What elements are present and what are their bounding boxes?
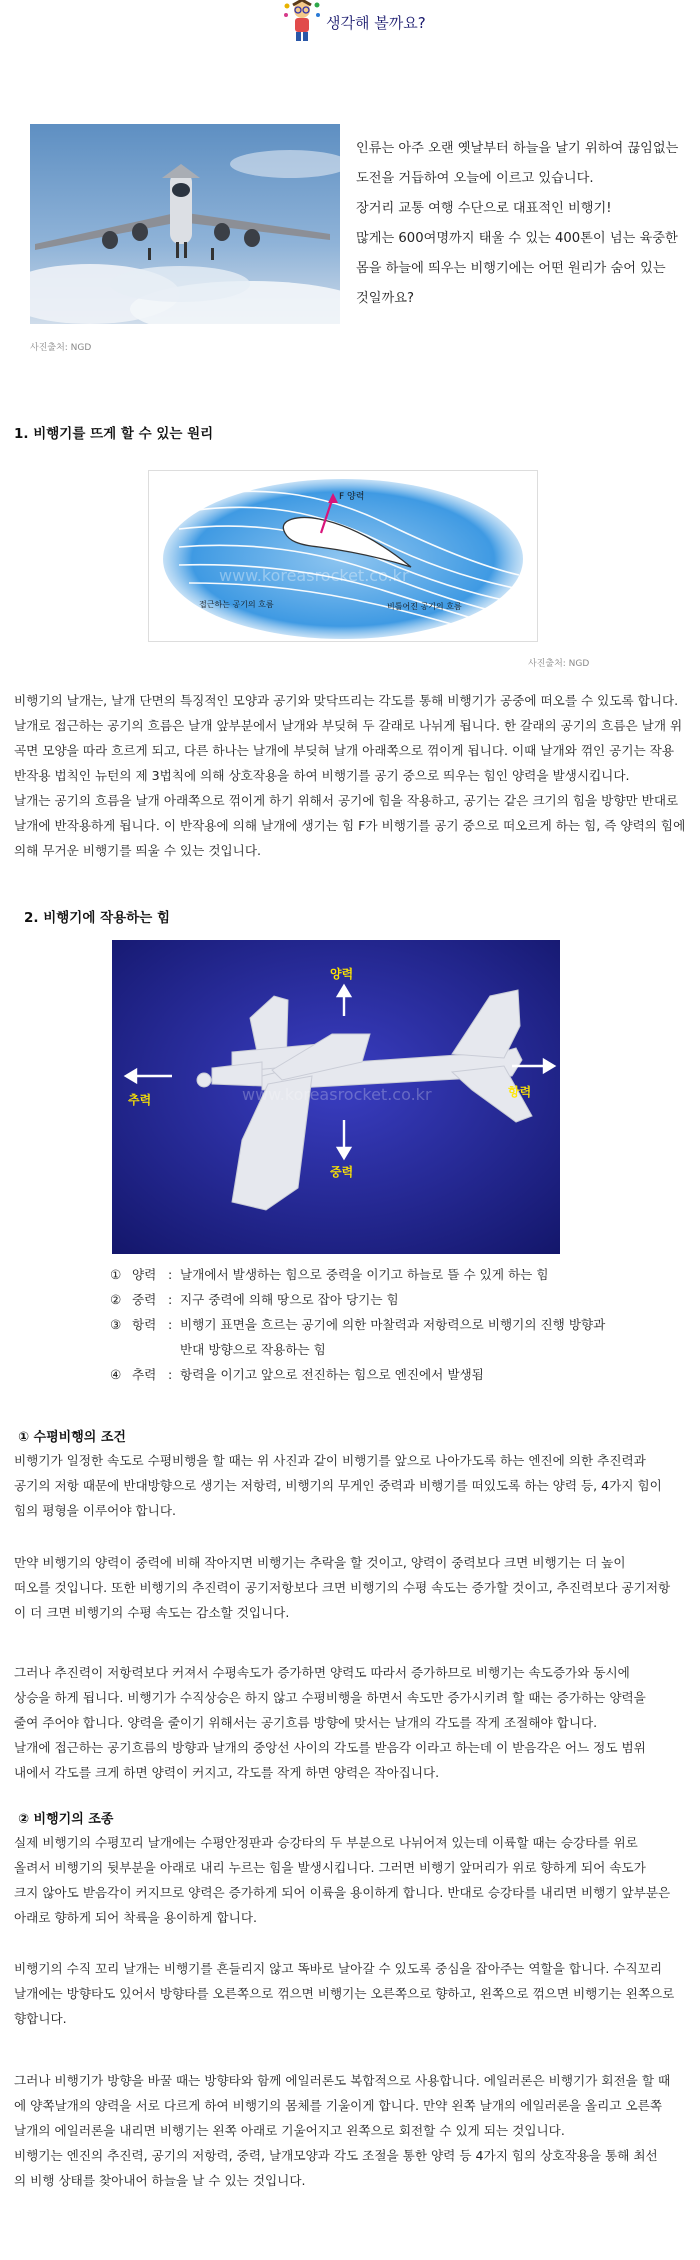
sub2-paragraph-2 xyxy=(14,1956,688,2031)
text-line: 공기의 저항 때문에 반대방향으로 생기는 저항력, 비행기의 무게인 중력과 비행기를 떠있도록 하는 양력 등, 4가지 힘이 xyxy=(14,1478,662,1493)
intro-line: 인류는 아주 오랜 옛날부터 하늘을 날기 위하여 끊임없는 xyxy=(356,141,679,156)
force-name: 중력 xyxy=(132,1292,157,1307)
text-line: 줄여 주어야 합니다. 양력을 줄이기 위해서는 공기흐름 방향에 맞서는 날개의 각도를 작게 조절해야 합니다. xyxy=(14,1715,598,1730)
text-line: 비행기가 일정한 속도로 수평비행을 할 때는 위 사진과 같이 비행기를 앞으로 나아가도록 하는 엔진에 의한 추진력과 xyxy=(14,1453,646,1468)
text-line: 날개에 반작용하게 됩니다. 이 반작용에 의해 날개에 생기는 힘 F가 비행기를 공기 중으로 떠오르게 하는 힘, 즉 양력의 힘에 xyxy=(14,818,686,833)
text-line: 그러나 비행기가 방향을 바꿀 때는 방향타와 함께 에일러론도 복합적으로 사용합니다. 에일러론은 비행기가 회전을 할 때 xyxy=(14,2073,671,2088)
airfoil-diagram xyxy=(148,470,538,642)
list-item: ② 중력 : 지구 중력에 의해 땅으로 잡아 당기는 힘 xyxy=(110,1287,650,1312)
photo-label-gravity: 중력 xyxy=(330,1165,354,1179)
sub1-paragraph-2 xyxy=(14,1550,688,1625)
intro-line: 몸을 하늘에 띄우는 비행기에는 어떤 원리가 숨어 있는 xyxy=(356,261,666,276)
diagram-watermark: www.koreasrocket.co.kr xyxy=(219,566,409,585)
mascot-icon xyxy=(282,0,322,44)
section1-body xyxy=(14,688,688,863)
intro-line: 많게는 600여명까지 태울 수 있는 400톤이 넘는 육중한 xyxy=(356,231,678,246)
photo-label-thrust: 항력 xyxy=(508,1085,532,1099)
list-number: ① xyxy=(110,1267,122,1282)
list-item: ④ 추력 : 항력을 이기고 앞으로 전진하는 힘으로 엔진에서 발생됨 xyxy=(110,1362,650,1387)
diagram-label-out: 비틀어진 공기의 흐름 xyxy=(387,602,462,611)
text-line: 날개로 접근하는 공기의 흐름은 날개 앞부분에서 날개와 부딪혀 두 갈래로 나뉘게 됩니다. 한 갈래의 공기의 흐름은 날개 위 xyxy=(14,718,683,733)
sub1-heading: ① 수평비행의 조건 xyxy=(18,1430,126,1445)
sub2-paragraph-1 xyxy=(14,1830,688,1930)
text-line: 그러나 추진력이 저항력보다 커져서 수평속도가 증가하면 양력도 따라서 증가하므로 비행기는 속도증가와 동시에 xyxy=(14,1665,630,1680)
list-item: ① 양력 : 날개에서 발생하는 힘으로 중력을 이기고 하늘로 뜰 수 있게 하는 힘 xyxy=(110,1262,650,1287)
list-number: ④ xyxy=(110,1367,122,1382)
sub1-paragraph-1 xyxy=(14,1448,688,1523)
force-name: 항력 xyxy=(132,1317,157,1332)
force-list xyxy=(110,1262,650,1387)
photo-label-lift: 양력 xyxy=(330,967,354,981)
intro-text xyxy=(356,134,686,314)
photo-label-drag: 추력 xyxy=(128,1093,152,1107)
photo-watermark: www.koreasrocket.co.kr xyxy=(242,1085,432,1104)
text-line: 떠오를 것입니다. 또한 비행기의 추진력이 공기저항보다 크면 비행기의 수평 속도는 증가할 것이고, 추진력보다 공기저항 xyxy=(14,1580,671,1595)
text-line: 힘의 평형을 이루어야 합니다. xyxy=(14,1503,176,1518)
text-line: 상승을 하게 됩니다. 비행기가 수직상승은 하지 않고 수평비행을 하면서 속도만 증가시키려 할 때는 증가하는 양력을 xyxy=(14,1690,646,1705)
text-line: 날개에는 방향타도 있어서 방향타를 오른쪽으로 꺾으면 비행기는 오른쪽으로 향하고, 왼쪽으로 꺾으면 비행기는 왼쪽으로 xyxy=(14,1986,675,2001)
text-line: 향합니다. xyxy=(14,2011,67,2026)
text-line: 만약 비행기의 양력이 중력에 비해 작아지면 비행기는 추락을 할 것이고, 양력이 중력보다 크면 비행기는 더 높이 xyxy=(14,1555,626,1570)
diagram-caption: 사진출처: NGD xyxy=(528,659,590,669)
header-title: 생각해 볼까요? xyxy=(326,14,426,32)
sub1-paragraph-3 xyxy=(14,1660,688,1785)
intro-line: 도전을 거듭하여 오늘에 이르고 있습니다. xyxy=(356,171,594,186)
text-line: 비행기의 날개는, 날개 단면의 특징적인 모양과 공기와 맞닥뜨리는 각도를 통해 비행기가 공중에 떠오를 수 있도록 합니다. xyxy=(14,693,679,708)
text-line: 크지 않아도 받음각이 커지므로 양력은 증가하게 되어 이륙을 용이하게 합니다. 반대로 승강타를 내리면 비행기 앞부분은 xyxy=(14,1885,671,1900)
text-line: 날개는 공기의 흐름을 날개 아래쪽으로 꺾이게 하기 위해서 공기에 힘을 작용하고, 공기는 같은 크기의 힘을 방향만 반대로 xyxy=(14,793,679,808)
force-desc: 항력을 이기고 앞으로 전진하는 힘으로 엔진에서 발생됨 xyxy=(180,1367,484,1382)
text-line: 곡면 모양을 따라 흐르게 되고, 다른 하나는 날개에 부딪혀 날개 아래쪽으로 꺾이게 됩니다. 이때 날개와 꺾인 공기는 작용 xyxy=(14,743,675,758)
section2-heading: 2. 비행기에 작용하는 힘 xyxy=(24,910,170,926)
text-line: 내에서 각도를 크게 하면 양력이 커지고, 각도를 작게 하면 양력은 작아집니다. xyxy=(14,1765,440,1780)
section1-heading: 1. 비행기를 뜨게 할 수 있는 원리 xyxy=(14,426,214,442)
force-desc: 비행기 표면을 흐르는 공기에 의한 마찰력과 저항력으로 비행기의 진행 방향과 xyxy=(180,1317,606,1332)
diagram-label-force: F 양력 xyxy=(339,492,365,502)
text-line: 실제 비행기의 수평꼬리 날개에는 수평안정판과 승강타의 두 부분으로 나뉘어져 있는데 이륙할 때는 승강타를 위로 xyxy=(14,1835,638,1850)
list-item-continued xyxy=(110,1337,650,1362)
force-desc: 날개에서 발생하는 힘으로 중력을 이기고 하늘로 뜰 수 있게 하는 힘 xyxy=(180,1267,549,1282)
text-line: 날개에 접근하는 공기흐름의 방향과 날개의 중앙선 사이의 각도를 받음각 이라고 하는데 이 받음각은 어느 정도 범위 xyxy=(14,1740,646,1755)
text-line: 비행기는 엔진의 추진력, 공기의 저항력, 중력, 날개모양과 각도 조절을 통한 양력 등 4가지 힘의 상호작용을 통해 최선 xyxy=(14,2148,658,2163)
text-line: 반작용 법칙인 뉴턴의 제 3법칙에 의해 상호작용을 하여 비행기를 공기 중으로 띄우는 힘인 양력을 발생시킵니다. xyxy=(14,768,630,783)
force-name: 추력 xyxy=(132,1367,157,1382)
sub2-heading: ② 비행기의 조종 xyxy=(18,1812,114,1827)
diagram-label-in: 접근하는 공기의 흐름 xyxy=(199,600,274,609)
sub2-paragraph-3 xyxy=(14,2068,688,2193)
page-header xyxy=(0,0,700,52)
text-line: 에 양쪽날개의 양력을 서로 다르게 하여 비행기의 몸체를 기울이게 합니다. 만약 왼쪽 날개의 에일러론을 올리고 오른쪽 xyxy=(14,2098,662,2113)
photo-caption: 사진출처: NGD xyxy=(30,343,92,353)
text-line: 의 비행 상태를 찾아내어 하늘을 날 수 있는 것입니다. xyxy=(14,2173,306,2188)
list-item: ③ 항력 : 비행기 표면을 흐르는 공기에 의한 마찰력과 저항력으로 비행기의 진행 방향과 xyxy=(110,1312,650,1337)
intro-line: 장거리 교통 여행 수단으로 대표적인 비행기! xyxy=(356,201,612,216)
list-number: ② xyxy=(110,1292,122,1307)
text-line: 이 더 크면 비행기의 수평 속도는 감소할 것입니다. xyxy=(14,1605,290,1620)
airplane-photo xyxy=(30,124,340,324)
list-number: ③ xyxy=(110,1317,122,1332)
force-name: 양력 xyxy=(132,1267,157,1282)
text-line: 비행기의 수직 꼬리 날개는 비행기를 흔들리지 않고 똑바로 날아갈 수 있도록 중심을 잡아주는 역할을 합니다. 수직꼬리 xyxy=(14,1961,662,1976)
text-line: 의해 무거운 비행기를 띄울 수 있는 것입니다. xyxy=(14,843,262,858)
force-desc: 반대 방향으로 작용하는 힘 xyxy=(180,1342,326,1357)
force-desc: 지구 중력에 의해 땅으로 잡아 당기는 힘 xyxy=(180,1292,399,1307)
text-line: 올려서 비행기의 뒷부분을 아래로 내리 누르는 힘을 발생시킵니다. 그러면 비행기 앞머리가 위로 향하게 되어 속도가 xyxy=(14,1860,646,1875)
intro-line: 것일까요? xyxy=(356,291,414,306)
text-line: 아래로 향하게 되어 착륙을 용이하게 합니다. xyxy=(14,1910,257,1925)
text-line: 날개의 에일러론을 내리면 비행기는 왼쪽 아래로 기울어지고 왼쪽으로 회전할 수 있게 되는 것입니다. xyxy=(14,2123,565,2138)
toy-plane-photo xyxy=(112,940,560,1254)
